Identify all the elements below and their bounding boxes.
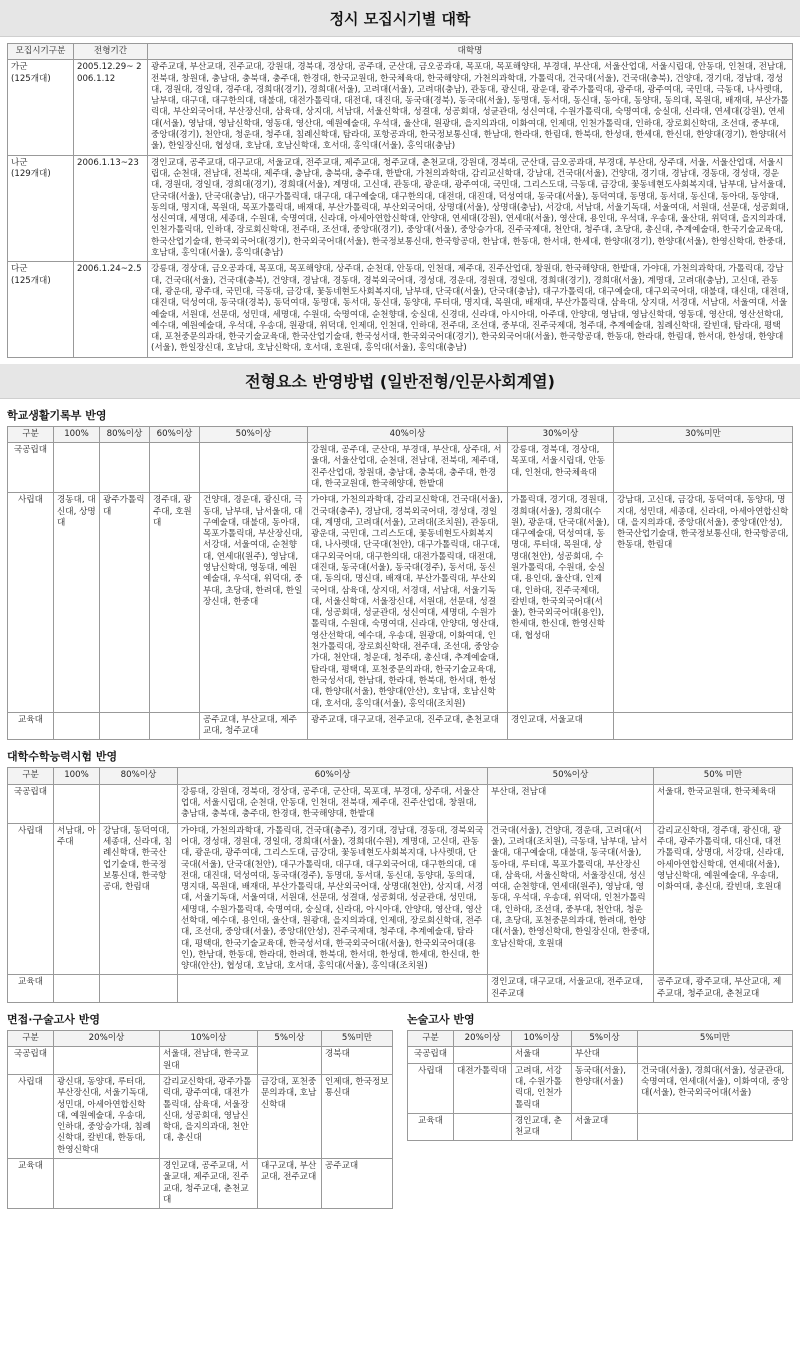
table-row: [408, 1063, 793, 1113]
table-cell: [100, 784, 178, 823]
header-cell: 50% 미만: [654, 768, 793, 784]
table-row: [8, 1159, 393, 1209]
table-cell: 경인교대, 대구교대, 서울교대, 전주교대, 진주교대: [488, 975, 654, 1003]
header-cell: 모집시기구분: [8, 44, 74, 60]
table-cell: 경인교대, 서울교대: [508, 712, 614, 740]
schedule-table: [7, 43, 793, 358]
header-cell: 20%이상: [54, 1031, 160, 1047]
table-row: [408, 1047, 793, 1063]
group-count: (129개대): [11, 168, 51, 179]
table-cell: 경인교대, 춘천교대: [512, 1113, 572, 1141]
header-cell: 구분: [8, 1031, 54, 1047]
header-cell: 50%이상: [200, 426, 308, 442]
table-cell: 건국대(서울), 건양대, 경운대, 고려대(서울), 고려대(조치원), 극동대, 남부대, 남서울대, 대구예술대, 대불대, 동국대(서울), 동아대, 루터대, 목포가톨릭대, 부산장신대, 삼육대, 서울신학대, 서울장신대, 성신여대, 순천향대, 연세대(원주), 영남대, 영동대, 우석대, 우송대, 위덕대, 인천가톨릭대, 인하대, 조선대, 중부대, 천안대, 청운대, 초당대, 포천중문의과대, 한려대, 한양대(서울), 한영신학대, 한일장신대, 한중대, 호남신학대, 호원대: [488, 823, 654, 975]
table-cell: 광주가톨릭대: [100, 493, 150, 713]
table-cell: [178, 975, 488, 1003]
table-cell: 가야대, 가천의과학대, 감리교신학대, 건국대(서울), 건국대(충주), 경남대, 경북외국어대, 경성대, 경일대, 계명대, 고려대(서울), 고려대(조치원), 관동대, 광운대, 국민대, 그리스도대, 꽃동네현도사회복지대, 나사렛대, 단국대(천안), 대구가톨릭대, 대구대, 대구외국어대, 대구한의대, 대전가톨릭대, 대전대, 대진대, 동국대(서울), 동국대(경주), 동서대, 동신대, 동의대, 명신대, 배재대, 부산가톨릭대, 부산외국어대, 삼육대, 상지대, 서경대, 서남대, 서울기독대, 서울신학대, 서울장신대, 서원대, 선문대, 성결대, 성공회대, 성균관대, 성신여대, 세명대, 수원가톨릭대, 수원대, 숙명여대, 신라대, 안양대, 영산대, 영산선학대, 예수대, 우송대, 원광대, 이화여대, 인천가톨릭대, 장로회신학대, 전주대, 조선대, 중앙승가대, 천안대, 청운대, 청주대, 총신대, 추계예술대, 탐라대, 평택대, 포천중문의과대, 한국기술교육대, 한국성서대, 한남대, 한라대, 한북대, 한서대, 한성대, 한양대(서울), 한양대(안산), 호남대, 호남신학대, 호서대, 홍익대(서울), 홍익대(조치원): [308, 493, 508, 713]
table-cell: 경인교대, 공주교대, 서울교대, 제주교대, 진주교대, 청주교대, 춘천교대: [160, 1159, 258, 1209]
row-label: 교육대: [408, 1113, 454, 1141]
group-count: (125개대): [11, 73, 51, 84]
row-label: 국공립대: [8, 784, 54, 823]
method-section: [0, 407, 800, 1210]
header-cell: 10%이상: [160, 1031, 258, 1047]
essay-block: [407, 1003, 793, 1209]
table-row: [8, 975, 793, 1003]
header-cell: 구분: [8, 426, 54, 442]
school-record-heading: 학교생활기록부 반영: [7, 408, 107, 422]
row-label: 국공립대: [408, 1047, 454, 1063]
header-cell: 5%미만: [638, 1031, 793, 1047]
table-cell: [54, 975, 100, 1003]
header-cell: 대학명: [148, 44, 793, 60]
header-cell: 5%이상: [258, 1031, 322, 1047]
header-cell: 30%이상: [508, 426, 614, 442]
header-cell: 60%이상: [178, 768, 488, 784]
suneung-table: [7, 767, 793, 1003]
period-cell: 2006.1.13~23: [74, 155, 148, 262]
header-cell: 구분: [8, 768, 54, 784]
group-count: (125개대): [11, 275, 51, 286]
row-label: 국공립대: [8, 443, 54, 493]
table-cell: 경주대, 광주대, 호원대: [150, 493, 200, 713]
table-row: [8, 262, 793, 357]
table-cell: 경북대: [322, 1047, 393, 1075]
table-cell: [454, 1047, 512, 1063]
group-label: 나군: [11, 157, 28, 168]
table-row: [8, 60, 793, 155]
period-cell: 2005.12.29~ 2006.1.12: [74, 60, 148, 155]
group-label: 다군: [11, 264, 28, 275]
table-cell: [54, 1159, 160, 1209]
group-cell: [8, 60, 74, 155]
row-label: 교육대: [8, 975, 54, 1003]
table-cell: 강릉대, 강원대, 경북대, 경상대, 공주대, 군산대, 목포대, 부경대, 상주대, 서울산업대, 서울시립대, 순천대, 안동대, 인천대, 전북대, 제주대, 진주산업대, 창원대, 충남대, 충북대, 충주대, 한경대, 한국해양대, 한밭대: [178, 784, 488, 823]
table-cell: 동국대(서울), 한양대(서울): [572, 1063, 638, 1113]
row-label: 국공립대: [8, 1047, 54, 1075]
row-label: 교육대: [8, 1159, 54, 1209]
header-cell: 100%: [54, 426, 100, 442]
table-cell: 강릉대, 경북대, 경상대, 목포대, 서울시립대, 안동대, 인천대, 한국체육대: [508, 443, 614, 493]
header-cell: 20%이상: [454, 1031, 512, 1047]
table-row: [8, 784, 793, 823]
suneung-heading: 대학수학능력시험 반영: [7, 750, 118, 764]
table-cell: [258, 1047, 322, 1075]
table-cell: 금강대, 포천중문의과대, 호남신학대: [258, 1074, 322, 1158]
header-cell: 80%이상: [100, 768, 178, 784]
header-cell: 60%이상: [150, 426, 200, 442]
header-cell: 50%이상: [488, 768, 654, 784]
header-cell: 5%이상: [572, 1031, 638, 1047]
header-cell: 100%: [54, 768, 100, 784]
table-cell: 서울대, 전남대, 한국교원대: [160, 1047, 258, 1075]
method-title: 전형요소 반영방법 (일반전형/인문사회계열): [0, 364, 800, 399]
table-cell: 감리교신학대, 광주가톨릭대, 광주여대, 대전가톨릭대, 삼육대, 서울장신대, 성공회대, 영남신학대, 을지의과대, 천안대, 총신대: [160, 1074, 258, 1158]
table-cell: 인제대, 한국정보통신대: [322, 1074, 393, 1158]
table-cell: 공주교대, 광주교대, 부산교대, 제주교대, 청주교대, 춘천교대: [654, 975, 793, 1003]
table-cell: 고려대, 서강대, 수원가톨릭대, 인천가톨릭대: [512, 1063, 572, 1113]
table-cell: [54, 784, 100, 823]
table-cell: 감리교신학대, 경주대, 광신대, 광주대, 광주가톨릭대, 대신대, 대전가톨릭대, 상명대, 서강대, 신라대, 아세아연합신학대, 연세대(서울), 영남신학대, 예원예술대, 우송대, 이화여대, 총신대, 칼빈대, 호원대: [654, 823, 793, 975]
table-row: [408, 1113, 793, 1141]
table-cell: 대구교대, 부산교대, 전주교대: [258, 1159, 322, 1209]
header-cell: 구분: [408, 1031, 454, 1047]
table-cell: 건양대, 경운대, 광신대, 극동대, 남부대, 남서울대, 대구예술대, 대불대, 동아대, 목포가톨릭대, 부산장신대, 서강대, 서울여대, 순천향대, 연세대(원주), 영남대, 영남신학대, 영동대, 예원예술대, 우석대, 위덕대, 중부대, 초당대, 한려대, 한일장신대, 한중대: [200, 493, 308, 713]
interview-heading: 면접·구술고사 반영: [7, 1013, 101, 1027]
table-cell: [638, 1047, 793, 1063]
row-label: 사립대: [8, 493, 54, 713]
table-cell: [614, 443, 793, 493]
table-cell: [100, 975, 178, 1003]
table-cell: 공주교대: [322, 1159, 393, 1209]
essay-heading: 논술고사 반영: [407, 1013, 475, 1027]
header-cell: 5%미만: [322, 1031, 393, 1047]
table-cell: 강남대, 고신대, 금강대, 동덕여대, 동양대, 명지대, 성민대, 세종대, 신라대, 아세아연합신학대, 을지의과대, 중앙대(서울), 중앙대(안성), 한국산업기술대, 한국정보통신대, 한국항공대, 한동대, 한림대: [614, 493, 793, 713]
essay-table: [407, 1030, 793, 1141]
school-record-table: [7, 426, 793, 741]
universities-cell: 강릉대, 경상대, 금오공과대, 목포대, 목포해양대, 상주대, 순천대, 안동대, 인천대, 제주대, 진주산업대, 창원대, 한국해양대, 한밭대, 가야대, 가천의과학대, 가톨릭대, 강남대, 건국대(서울), 건국대(충북), 건양대, 경남대, 경동대, 경북외국어대, 경성대, 경운대, 경원대, 경일대, 경희대(경기), 경희대(서울), 계명대, 고려대(충남), 고신대, 관동대, 광운대, 광주대, 국민대, 극동대, 금강대, 꽃동네현도사회복지대, 남부대, 단국대(서울), 단국대(충남), 대구가톨릭대, 대구예술대, 대구외국어대, 대불대, 대신대, 대전대, 대진대, 덕성여대, 동국대(경북), 동덕여대, 동명대, 동서대, 동신대, 동양대, 루터대, 명지대, 목원대, 배재대, 부산가톨릭대, 삼육대, 상지대, 서경대, 서남대, 서울여대, 서울예술대, 서원대, 선문대, 성민대, 세명대, 수원대, 숙명여대, 순천향대, 숭실대, 신경대, 신라대, 아시아대, 아주대, 안양대, 영남대, 영남신학대, 영동대, 영산대, 영산선학대, 예수대, 예원예술대, 우석대, 우송대, 원광대, 위덕대, 인제대, 인천대, 인하대, 전주대, 조선대, 중부대, 진주국제대, 청주대, 추계예술대, 침례신학대, 칼빈대, 탐라대, 평택대, 포천중문의과대, 한국기술교육대, 한국산업기술대, 한국성서대, 한국외국어대(경기), 한국외국어대(서울), 한국항공대, 한동대, 한라대, 한림대, 한서대, 한성대, 한양대(서울), 한일장신대, 호남대, 호남신학대, 호서대, 호원대, 홍익대(서울), 홍익대(충남): [148, 262, 793, 357]
interview-table: [7, 1030, 393, 1209]
row-label: 사립대: [8, 1074, 54, 1158]
schedule-section: [0, 43, 800, 358]
table-cell: [100, 712, 150, 740]
table-cell: 서울대, 한국교원대, 한국체육대: [654, 784, 793, 823]
table-cell: 광신대, 동양대, 루터대, 부산장신대, 서울기독대, 성민대, 아세아연합신학대, 예원예술대, 우송대, 인하대, 중앙승가대, 침례신학대, 칼빈대, 한동대, 한영신학대: [54, 1074, 160, 1158]
table-cell: 서울대: [512, 1047, 572, 1063]
table-cell: 공주교대, 부산교대, 제주교대, 청주교대: [200, 712, 308, 740]
table-cell: 부산대: [572, 1047, 638, 1063]
table-cell: 대전가톨릭대: [454, 1063, 512, 1113]
interview-block: [7, 1003, 393, 1209]
table-cell: 건국대(서울), 경희대(서울), 성균관대, 숙명여대, 연세대(서울), 이화여대, 중앙대(서울), 한국외국어대(서울): [638, 1063, 793, 1113]
header-cell: 전형기간: [74, 44, 148, 60]
table-row: [8, 493, 793, 713]
row-label: 교육대: [8, 712, 54, 740]
header-cell: 10%이상: [512, 1031, 572, 1047]
table-cell: 서울교대: [572, 1113, 638, 1141]
bottom-tables: [7, 1003, 793, 1209]
table-cell: [614, 712, 793, 740]
schedule-title: 정시 모집시기별 대학: [0, 0, 800, 37]
table-cell: 강남대, 동덕여대, 세종대, 신라대, 침례신학대, 한국산업기술대, 한국정보통신대, 한국항공대, 한림대: [100, 823, 178, 975]
period-cell: 2006.1.24~2.5: [74, 262, 148, 357]
table-cell: 서남대, 아주대: [54, 823, 100, 975]
table-cell: 가야대, 가천의과학대, 가톨릭대, 건국대(충주), 경기대, 경남대, 경동대, 경북외국어대, 경성대, 경원대, 경일대, 경희대(서울), 경희대(수원), 계명대, 고신대, 관동대, 광운대, 광주여대, 그리스도대, 금강대, 꽃동네현도사회복지대, 나사렛대, 단국대(서울), 단국대(천안), 대구가톨릭대, 대구대, 대구외국어대, 대구한의대, 대전대, 대진대, 덕성여대, 동국대(경주), 동명대, 동서대, 동신대, 동양대, 동의대, 명지대, 목원대, 배재대, 부산가톨릭대, 부산외국어대, 상명대(천안), 상지대, 서경대, 서울기독대, 서울여대, 서원대, 선문대, 성결대, 성공회대, 성균관대, 성민대, 세명대, 수원가톨릭대, 숙명여대, 숭실대, 신라대, 아시아대, 안양대, 영산대, 영산선학대, 예수대, 용인대, 울산대, 원광대, 을지의과대, 인제대, 장로회신학대, 전주대, 조선대, 중앙대(서울), 중앙대(안성), 진주국제대, 청주대, 추계예술대, 탐라대, 평택대, 한국기술교육대, 한국성서대, 한국외국어대(서울), 한국외국어대(용인), 한남대, 한동대, 한라대, 한려대, 한북대, 한서대, 한성대, 한세대, 한신대, 한양대(안산), 협성대, 호남대, 호서대, 홍익대(서울), 홍익대(조치원): [178, 823, 488, 975]
table-cell: [100, 443, 150, 493]
table-cell: [150, 712, 200, 740]
table-row: [8, 712, 793, 740]
table-row: [8, 155, 793, 262]
table-row: [8, 1047, 393, 1075]
table-cell: [54, 1047, 160, 1075]
table-cell: 경동대, 대신대, 상명대: [54, 493, 100, 713]
group-cell: [8, 155, 74, 262]
header-cell: 40%이상: [308, 426, 508, 442]
table-cell: [54, 443, 100, 493]
row-label: 사립대: [408, 1063, 454, 1113]
table-row: [8, 823, 793, 975]
table-cell: 광주교대, 대구교대, 전주교대, 진주교대, 춘천교대: [308, 712, 508, 740]
universities-cell: 광주교대, 부산교대, 진주교대, 강원대, 경북대, 경상대, 공주대, 군산대, 금오공과대, 목포대, 목포해양대, 부경대, 부산대, 서울산업대, 서울시립대, 안동대, 인천대, 전남대, 전북대, 창원대, 충남대, 충북대, 충주대, 한경대, 한국교원대, 한국체육대, 한국해양대, 가천의과학대, 가톨릭대, 건국대(서울), 건국대(충북), 건양대, 경기대, 경남대, 경성대, 경원대, 경일대, 경주대, 경희대(경기), 경희대(서울), 고려대(서울), 고려대(충남), 관동대, 광신대, 광운대, 광주가톨릭대, 광주대, 광주여대, 국민대, 극동대, 나사렛대, 남부대, 대구대, 대구한의대, 대불대, 대전가톨릭대, 대전대, 대진대, 동국대(경북), 동국대(서울), 동명대, 동서대, 동신대, 동아대, 동양대, 동의대, 목원대, 배재대, 부산가톨릭대, 부산외국어대, 부산장신대, 삼육대, 상지대, 서남대, 서울신학대, 성결대, 성공회대, 성균관대, 성신여대, 수원가톨릭대, 숙명여대, 숭실대, 신라대, 연세대(강원), 연세대(서울), 영남대, 영남신학대, 영동대, 영산대, 예원예술대, 우석대, 울산대, 원광대, 을지의과대, 이화여대, 인제대, 인천가톨릭대, 인하대, 장로회신학대, 조선대, 중부대, 중앙대(경기), 천안대, 청운대, 청주대, 침례신학대, 탐라대, 포항공과대, 한국정보통신대, 한남대, 한라대, 한림대, 한북대, 한성대, 한세대, 한신대, 한양대(경기), 한양대(서울), 한일장신대, 협성대, 호남대, 호남신학대, 호서대, 홍익대(서울), 홍익대(충남): [148, 60, 793, 155]
table-cell: [200, 443, 308, 493]
header-cell: 80%이상: [100, 426, 150, 442]
header-cell: 30%미만: [614, 426, 793, 442]
table-row: [8, 443, 793, 493]
group-cell: [8, 262, 74, 357]
universities-cell: 경인교대, 공주교대, 대구교대, 서울교대, 전주교대, 제주교대, 청주교대, 춘천교대, 강원대, 경북대, 군산대, 금오공과대, 부경대, 부산대, 상주대, 서울, 서울산업대, 서울시립대, 순천대, 전남대, 전북대, 제주대, 충남대, 충북대, 충주대, 한밭대, 가천의과학대, 감리교신학대, 강남대, 건국대(서울), 건양대, 경기대, 경남대, 경동대, 경성대, 경운대, 경원대, 경일대, 경희대(경기), 경희대(서울), 계명대, 고신대, 관동대, 광운대, 광주여대, 국민대, 그리스도대, 극동대, 금강대, 꽃동네현도사회복지대, 남부대, 남서울대, 단국대(서울), 단국대(충남), 대구가톨릭대, 대구대, 대구예술대, 대구한의대, 대전대, 대진대, 덕성여대, 동국대(서울), 동덕여대, 동명대, 동서대, 동신대, 동아대, 동양대, 동의대, 명지대, 목원대, 목포가톨릭대, 배재대, 부산가톨릭대, 부산외국어대, 상명대(서울), 상명대(충남), 서강대, 서남대, 서울기독대, 서울여대, 서원대, 선문대, 성공회대, 성신여대, 세명대, 세종대, 수원대, 숙명여대, 신라대, 아세아연합신학대, 안양대, 연세대(강원), 연세대(서울), 영산대, 용인대, 우석대, 우송대, 울산대, 위덕대, 을지의과대, 인천가톨릭대, 인하대, 장로회신학대, 전주대, 조선대, 중앙대(경기), 중앙대(서울), 중앙승가대, 진주국제대, 천안대, 청주대, 초당대, 총신대, 추계예술대, 한국기술교육대, 한국산업기술대, 한국외국어대(경기), 한국외국어대(서울), 한국정보통신대, 한국항공대, 한남대, 한동대, 한서대, 한세대, 한양대(경기), 한양대(서울), 한영신학대, 한중대, 호남대, 홍익대(서울), 홍익대(충남): [148, 155, 793, 262]
table-row: [8, 1074, 393, 1158]
table-cell: [150, 443, 200, 493]
table-cell: 가톨릭대, 경기대, 경원대, 경희대(서울), 경희대(수원), 광운대, 단국대(서울), 대구예술대, 덕성여대, 동명대, 루터대, 목원대, 상명대(천안), 성공회대, 수원가톨릭대, 수원대, 숭실대, 용인대, 울산대, 인제대, 인하대, 진주국제대, 칼빈대, 한국외국어대(서울), 한국외국어대(용인), 한세대, 한신대, 한영신학대, 협성대: [508, 493, 614, 713]
group-label: 가군: [11, 62, 28, 73]
table-cell: [454, 1113, 512, 1141]
table-cell: [638, 1113, 793, 1141]
table-cell: 부산대, 전남대: [488, 784, 654, 823]
table-cell: [54, 712, 100, 740]
row-label: 사립대: [8, 823, 54, 975]
table-cell: 강원대, 공주대, 군산대, 부경대, 부산대, 상주대, 서울대, 서울산업대, 순천대, 전남대, 전북대, 제주대, 진주산업대, 창원대, 충남대, 충북대, 충주대, 한경대, 한국교원대, 한국해양대, 한밭대: [308, 443, 508, 493]
